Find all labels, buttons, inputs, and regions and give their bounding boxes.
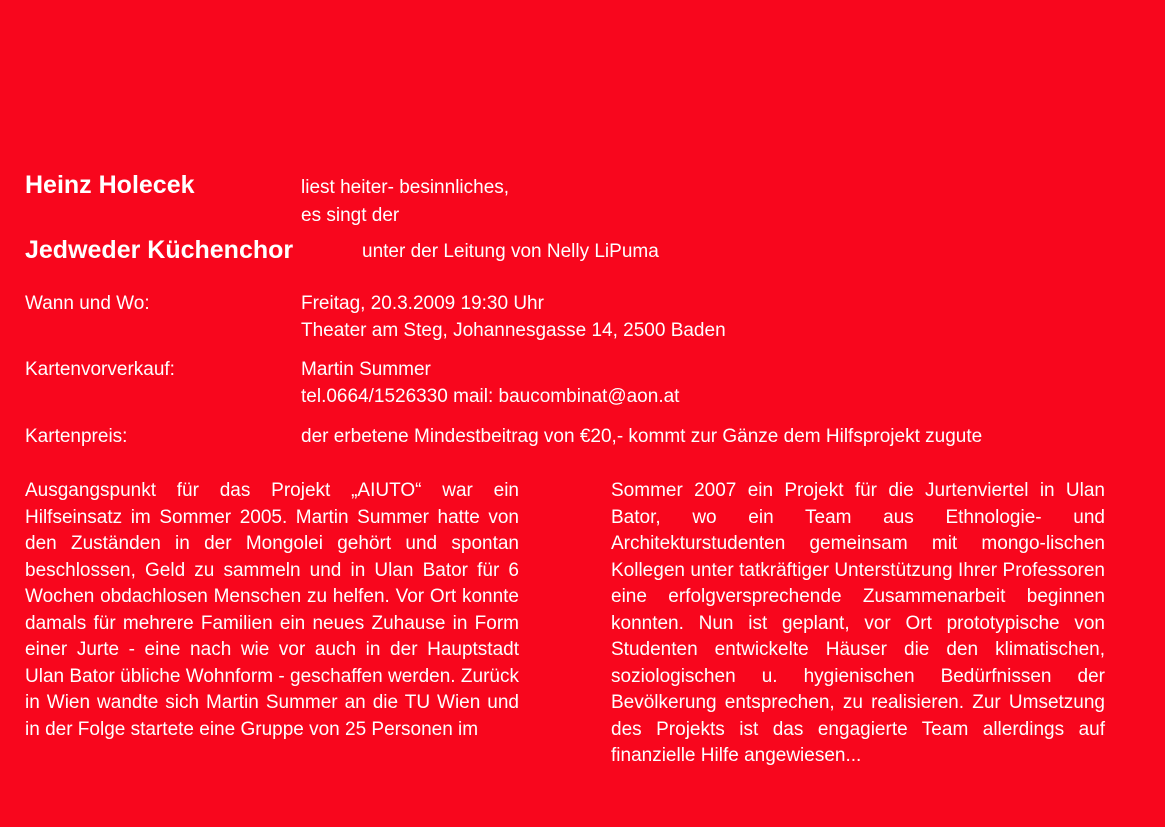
price-label: Kartenpreis: — [25, 426, 128, 447]
when-value: Freitag, 20.3.2009 19:30 Uhr — [301, 293, 544, 314]
performer-description-line-2: es singt der — [301, 205, 400, 226]
presale-contact-details: tel.0664/1526330 mail: baucombinat@aon.at — [301, 386, 680, 407]
body-text-right-column — [611, 478, 1105, 770]
presale-contact-name: Martin Summer — [301, 359, 431, 380]
presale-label: Kartenvorverkauf: — [25, 359, 175, 380]
where-value: Theater am Steg, Johannesgasse 14, 2500 Baden — [301, 320, 726, 341]
when-where-label: Wann und Wo: — [25, 293, 150, 314]
choir-name: Jedweder Küchenchor — [25, 236, 294, 264]
body-paragraph-left: Ausgangspunkt für das Projekt „AIUTO“ war ein Hilfseinsatz im Sommer 2005. Martin Summer hatte von den Zuständen in der Mongolei gehört und spontan beschlossen, Geld zu sammeln und in Ulan Bator für 6 Wochen obdachlosen Menschen zu helfen. Vor Ort konnte damals für mehrere Familien ein neues Zuhause in Form einer Jurte - eine nach wie vor auch in der Hauptstadt Ulan Bator übliche Wohnform - geschaffen werden. Zurück in Wien wandte sich Martin Summer an die TU Wien und in der Folge startete eine Gruppe von 25 Personen im — [25, 480, 519, 740]
body-text-left-column — [25, 478, 519, 743]
performer-name: Heinz Holecek — [25, 171, 195, 199]
price-value: der erbetene Mindestbeitrag von €20,- kommt zur Gänze dem Hilfsprojekt zugute — [301, 426, 983, 447]
performer-description-line-1: liest heiter- besinnliches, — [301, 177, 510, 198]
choir-description: unter der Leitung von Nelly LiPuma — [362, 241, 659, 262]
body-paragraph-right: Sommer 2007 ein Projekt für die Jurtenviertel in Ulan Bator, wo ein Team aus Ethnologie- und Architekturstudenten gemeinsam mit mongo-lischen Kollegen unter tatkräftiger Unterstützung Ihrer Professoren eine erfolgversprechende Zusammenarbeit beginnen konnten. Nun ist geplant, vor Ort prototypische von Studenten entwickelte Häuser die den klimatischen, soziologischen u. hygienischen Bedürfnissen der Bevölkerung entsprechen, zu realisieren. Zur Umsetzung des Projekts ist das engagierte Team allerdings auf finanzielle Hilfe angewiesen... — [611, 480, 1105, 766]
